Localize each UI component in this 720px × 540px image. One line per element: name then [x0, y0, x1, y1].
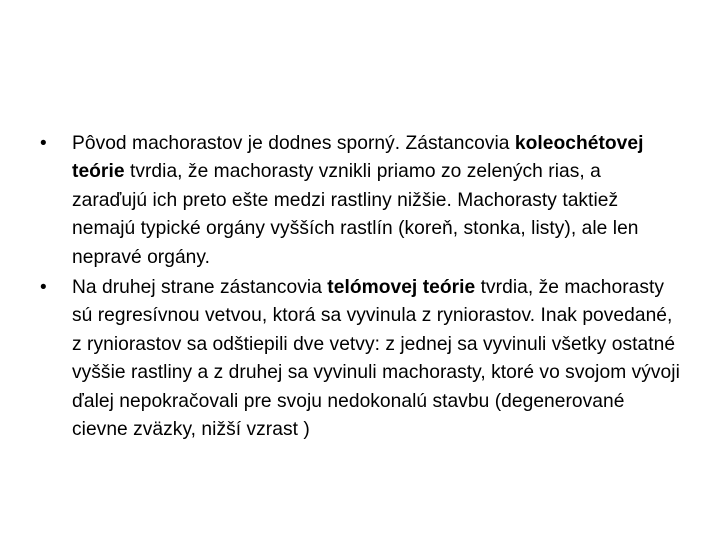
slide-content: [40, 130, 680, 446]
term-telome-theory: telómovej teórie: [327, 277, 476, 299]
bullet-icon: •: [40, 277, 47, 299]
term-koleochete-theory: koleochétovej teórie: [72, 133, 644, 183]
bullet-icon: •: [40, 133, 47, 154]
bullet-item-telome: [40, 274, 680, 444]
bullet-text-part: tvrdia, že machorasty vznikli priamo zo zelených rias, a zaraďujú ich preto ešte medzi rastliny nižšie. Machorasty taktiež nemajú typické orgány vyšších rastlín (koreň, stonka, listy), ale len nepravé orgány.: [72, 161, 639, 268]
bullet-text-part: Na druhej strane zástancovia: [72, 277, 328, 299]
bullet-text-part: Pôvod machorastov je dodnes sporný. Zástancovia: [72, 133, 515, 154]
bullet-list: [40, 130, 680, 444]
bullet-text-part: tvrdia, že machorasty sú regresívnou vetvou, ktorá sa vyvinula z ryniorastov. Inak povedané, z ryniorastov sa odštiepili dve vetvy: z jednej sa vyvinuli všetky ostatné vyššie rastliny a z druhej sa vyvinuli machorasty, ktoré vo svojom vývoji ďalej nepokračovali pre svoju nedokonalú stavbu (degenerované cievne zväzky, nižší vzrast ): [72, 277, 680, 441]
bullet-item-origin: [40, 130, 680, 272]
